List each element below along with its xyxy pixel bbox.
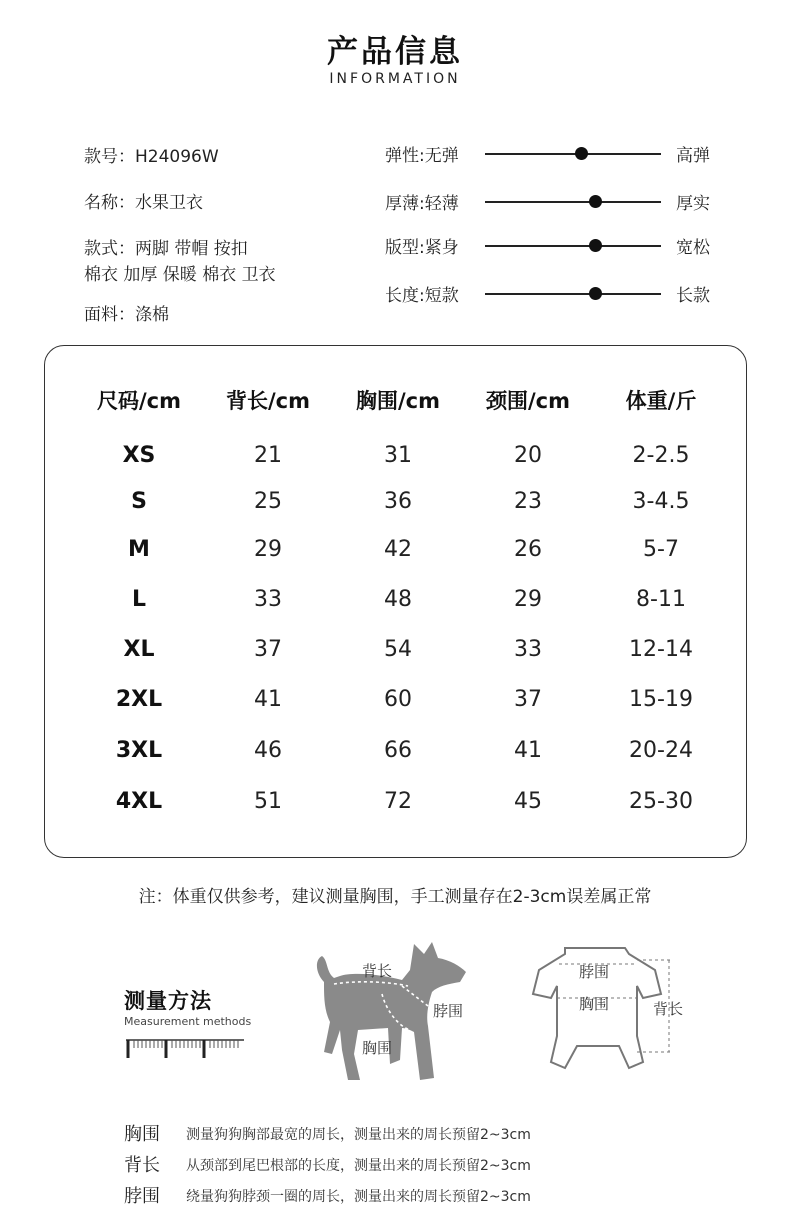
- attr-label: 长度:短款: [385, 286, 459, 306]
- def-text-chest: 测量狗狗胸部最宽的周长，测量出来的周长预留2~3cm: [186, 1127, 531, 1143]
- table-cell: 48: [384, 587, 412, 612]
- attr-indicator: [589, 195, 602, 208]
- def-term-neck: 脖围: [124, 1186, 160, 1207]
- garment-label-chest: 胸围: [579, 995, 610, 1013]
- table-header-cell: 体重/斤: [625, 389, 697, 413]
- page-subtitle: INFORMATION: [329, 71, 461, 87]
- table-cell: 31: [384, 443, 412, 468]
- garment-label-back: 背长: [653, 1000, 684, 1018]
- dog-label-chest: 胸围: [362, 1039, 393, 1057]
- table-cell: 29: [514, 587, 542, 612]
- model-number: 款号：H24096W: [84, 147, 219, 167]
- table-cell: 21: [254, 443, 282, 468]
- attr-right-label: 厚实: [676, 194, 710, 214]
- table-size-cell: 3XL: [115, 738, 163, 763]
- attr-track: [485, 153, 661, 155]
- table-cell: 72: [384, 789, 412, 814]
- table-size-cell: 2XL: [115, 687, 163, 712]
- table-cell: 41: [254, 687, 282, 712]
- dog-label-back: 背长: [362, 962, 393, 980]
- attr-elasticity: [385, 141, 725, 165]
- table-cell: 20-24: [629, 738, 693, 763]
- fabric: 面料：涤棉: [84, 305, 169, 325]
- table-cell: 66: [384, 738, 412, 763]
- table-cell: 36: [384, 489, 412, 514]
- table-cell: 29: [254, 537, 282, 562]
- attr-indicator: [575, 147, 588, 160]
- attr-thickness: [385, 189, 725, 213]
- dog-label-neck: 脖围: [433, 1002, 464, 1020]
- table-header-cell: 胸围/cm: [356, 389, 440, 413]
- attr-right-label: 长款: [676, 286, 710, 306]
- table-header-cell: 背长/cm: [226, 389, 310, 413]
- table-cell: 8-11: [636, 587, 686, 612]
- table-size-cell: XS: [122, 443, 156, 468]
- attr-label: 厚薄:轻薄: [385, 194, 459, 214]
- table-cell: 51: [254, 789, 282, 814]
- attr-label: 弹性:无弹: [385, 146, 459, 166]
- table-cell: 15-19: [629, 687, 693, 712]
- table-cell: 3-4.5: [632, 489, 690, 514]
- table-cell: 37: [514, 687, 542, 712]
- ruler-icon: [126, 1036, 244, 1060]
- table-cell: 23: [514, 489, 542, 514]
- table-cell: 26: [514, 537, 542, 562]
- table-cell: 25-30: [629, 789, 693, 814]
- style-line-2: 棉衣 加厚 保暖 棉衣 卫衣: [84, 265, 276, 285]
- table-size-cell: S: [131, 489, 147, 514]
- attr-indicator: [589, 287, 602, 300]
- attr-length: [385, 281, 725, 305]
- def-term-chest: 胸围: [124, 1124, 160, 1145]
- table-header-cell: 尺码/cm: [97, 389, 181, 413]
- attr-track: [485, 245, 661, 247]
- attr-right-label: 宽松: [676, 238, 710, 258]
- attr-track: [485, 201, 661, 203]
- table-cell: 54: [384, 637, 412, 662]
- method-subtitle: Measurement methods: [124, 1015, 252, 1028]
- page-title: 产品信息: [327, 34, 463, 70]
- def-term-back: 背长: [124, 1155, 160, 1176]
- attr-label: 版型:紧身: [385, 238, 459, 258]
- product-name: 名称：水果卫衣: [84, 193, 203, 213]
- table-cell: 25: [254, 489, 282, 514]
- table-header-cell: 颈围/cm: [486, 389, 570, 413]
- attr-indicator: [589, 239, 602, 252]
- table-cell: 45: [514, 789, 542, 814]
- table-cell: 5-7: [643, 537, 679, 562]
- table-cell: 20: [514, 443, 542, 468]
- table-size-cell: L: [131, 587, 147, 612]
- table-size-cell: XL: [123, 637, 155, 662]
- table-cell: 2-2.5: [632, 443, 690, 468]
- def-text-neck: 绕量狗狗脖颈一圈的周长，测量出来的周长预留2~3cm: [186, 1189, 531, 1205]
- def-text-back: 从颈部到尾巴根部的长度，测量出来的周长预留2~3cm: [186, 1158, 531, 1174]
- table-cell: 41: [514, 738, 542, 763]
- table-size-cell: 4XL: [115, 789, 163, 814]
- table-cell: 46: [254, 738, 282, 763]
- method-title: 测量方法: [124, 989, 212, 1013]
- table-cell: 33: [514, 637, 542, 662]
- table-cell: 12-14: [629, 637, 693, 662]
- style-line-1: 款式：两脚 带帽 按扣: [84, 239, 248, 259]
- attr-track: [485, 293, 661, 295]
- table-size-cell: M: [128, 537, 150, 562]
- garment-label-neck: 脖围: [579, 963, 610, 981]
- attr-right-label: 高弹: [676, 146, 710, 166]
- attr-fit: [385, 233, 725, 257]
- table-cell: 42: [384, 537, 412, 562]
- table-cell: 33: [254, 587, 282, 612]
- table-cell: 60: [384, 687, 412, 712]
- table-cell: 37: [254, 637, 282, 662]
- measurement-note: 注：体重仅供参考，建议测量胸围，手工测量存在2-3cm误差属正常: [138, 887, 652, 907]
